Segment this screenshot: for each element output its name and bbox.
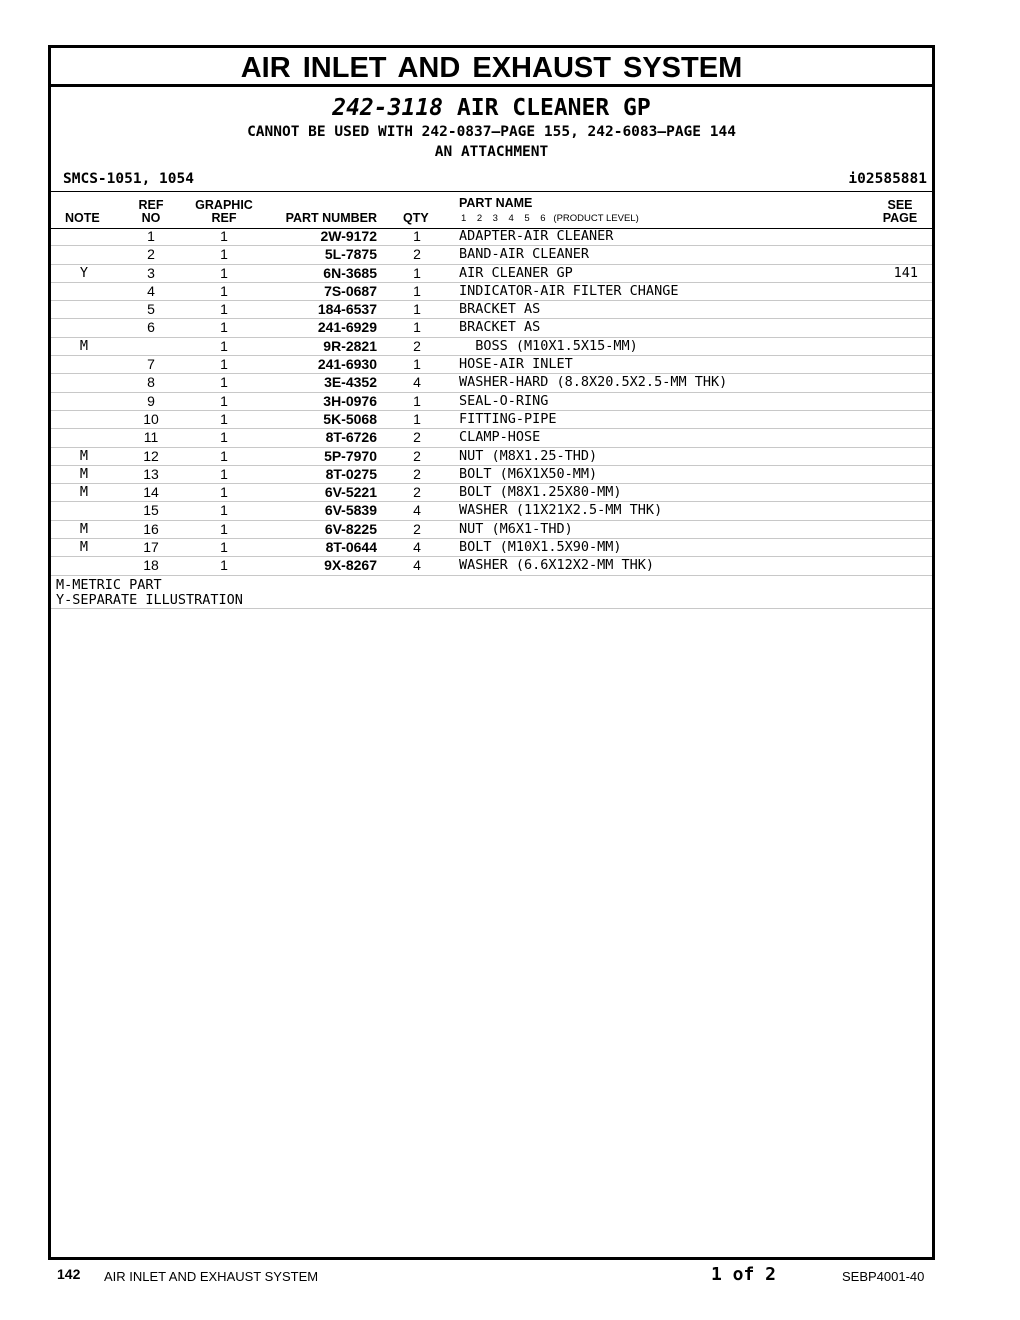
ref-no-cell: 1 xyxy=(147,228,155,244)
smcs-codes: SMCS-1051, 1054 xyxy=(63,171,194,187)
note-cell: M xyxy=(79,465,89,482)
col-product-level: 1 2 3 4 5 6 (PRODUCT LEVEL) xyxy=(461,213,639,224)
qty-cell: 2 xyxy=(413,429,421,446)
col-note: NOTE xyxy=(65,211,100,225)
part-name-cell: NUT (M8X1.25-THD) xyxy=(459,447,598,464)
qty-cell: 4 xyxy=(413,539,421,556)
see-page-cell: 141 xyxy=(893,264,918,281)
note-cell: M xyxy=(79,484,89,501)
ref-no-cell: 17 xyxy=(143,539,159,556)
legend-separate: Y-SEPARATE ILLUSTRATION xyxy=(56,592,243,608)
qty-cell: 1 xyxy=(413,392,421,409)
page-number: 142 xyxy=(57,1266,81,1282)
note-cell: M xyxy=(79,520,89,537)
part-number-cell: 8T-0644 xyxy=(325,539,377,556)
part-name-cell: HOSE-AIR INLET xyxy=(459,356,573,373)
graphic-ref-cell: 1 xyxy=(220,502,228,519)
part-number-cell: 6N-3685 xyxy=(323,264,377,281)
part-name-cell: AIR CLEANER GP xyxy=(459,264,573,281)
section-title: AIR INLET AND EXHAUST SYSTEM xyxy=(51,48,932,87)
ref-no-cell: 18 xyxy=(143,557,159,574)
qty-cell: 4 xyxy=(413,502,421,519)
qty-cell: 1 xyxy=(413,410,421,427)
note-cell: M xyxy=(79,337,89,354)
note-cell: M xyxy=(79,539,89,556)
table-row xyxy=(51,374,932,392)
part-name-cell: BOLT (M8X1.25X80-MM) xyxy=(459,484,622,501)
part-name-cell: INDICATOR-AIR FILTER CHANGE xyxy=(459,282,679,299)
graphic-ref-cell: 1 xyxy=(220,282,228,299)
col-part-name: PART NAME xyxy=(459,196,533,210)
ref-no-cell: 5 xyxy=(147,301,155,318)
part-number-cell: 9X-8267 xyxy=(324,557,377,574)
qty-cell: 1 xyxy=(413,319,421,336)
qty-cell: 1 xyxy=(413,282,421,299)
part-number-cell: 8T-6726 xyxy=(325,429,377,446)
table-header xyxy=(51,191,932,229)
part-number-cell: 3H-0976 xyxy=(323,392,377,409)
col-graphic-1: GRAPHIC xyxy=(195,198,253,212)
note-cell: M xyxy=(79,447,89,464)
ref-no-cell: 15 xyxy=(143,502,159,519)
part-number-cell: 184-6537 xyxy=(317,301,377,318)
ref-no-cell: 14 xyxy=(143,484,159,501)
graphic-ref-cell: 1 xyxy=(220,465,228,482)
table-row xyxy=(51,228,932,246)
table-row xyxy=(51,539,932,557)
qty-cell: 1 xyxy=(413,356,421,373)
qty-cell: 2 xyxy=(413,465,421,482)
qty-cell: 2 xyxy=(413,246,421,263)
table-row xyxy=(51,338,932,356)
graphic-ref-cell: 1 xyxy=(220,374,228,391)
part-number-cell: 7S-0687 xyxy=(324,282,377,299)
graphic-ref-cell: 1 xyxy=(220,356,228,373)
graphic-ref-cell: 1 xyxy=(220,337,228,354)
col-see-2: PAGE xyxy=(882,211,918,225)
graphic-ref-cell: 1 xyxy=(220,484,228,501)
ref-no-cell: 16 xyxy=(143,520,159,537)
qty-cell: 2 xyxy=(413,337,421,354)
qty-cell: 4 xyxy=(413,374,421,391)
col-see-1: SEE xyxy=(887,198,913,212)
part-number-cell: 5L-7875 xyxy=(324,246,377,263)
ref-no-cell: 6 xyxy=(147,319,155,336)
parts-table xyxy=(51,228,932,576)
part-name-cell: FITTING-PIPE xyxy=(459,410,557,427)
ref-no-cell: 13 xyxy=(143,465,159,482)
legend-metric: M-METRIC PART xyxy=(56,577,162,593)
part-number-cell: 241-6929 xyxy=(317,319,377,336)
ref-no-cell: 12 xyxy=(143,447,159,464)
part-number-cell: 5K-5068 xyxy=(323,410,377,427)
part-name-cell: CLAMP-HOSE xyxy=(459,429,541,446)
ref-no-cell: 8 xyxy=(147,374,155,391)
ref-no-cell: 9 xyxy=(147,392,155,409)
table-row xyxy=(51,246,932,264)
table-row xyxy=(51,319,932,337)
graphic-ref-cell: 1 xyxy=(220,557,228,574)
qty-cell: 4 xyxy=(413,557,421,574)
legend-divider xyxy=(51,608,932,609)
table-row xyxy=(51,301,932,319)
graphic-ref-cell: 1 xyxy=(220,264,228,281)
table-row xyxy=(51,283,932,301)
illustration-id: i02585881 xyxy=(848,171,927,187)
group-note-line-1: CANNOT BE USED WITH 242-0837—PAGE 155, 242-6083—PAGE 144 xyxy=(247,124,736,140)
part-name-cell: BOLT (M6X1X50-MM) xyxy=(459,465,598,482)
ref-no-cell: 4 xyxy=(147,282,155,299)
graphic-ref-cell: 1 xyxy=(220,447,228,464)
group-number: 242-3118 xyxy=(332,95,444,121)
part-number-cell: 241-6930 xyxy=(317,356,377,373)
col-graphic-2: REF xyxy=(211,211,237,225)
part-name-cell: BOSS (M10X1.5X15-MM) xyxy=(459,337,638,354)
qty-cell: 2 xyxy=(413,484,421,501)
qty-cell: 2 xyxy=(413,520,421,537)
qty-cell: 1 xyxy=(413,228,421,244)
graphic-ref-cell: 1 xyxy=(220,319,228,336)
part-number-cell: 9R-2821 xyxy=(323,337,377,354)
ref-no-cell: 7 xyxy=(147,356,155,373)
col-ref-2: NO xyxy=(141,211,161,225)
part-name-cell: ADAPTER-AIR CLEANER xyxy=(459,228,614,244)
part-number-cell: 8T-0275 xyxy=(325,465,377,482)
part-name-cell: WASHER-HARD (8.8X20.5X2.5-MM THK) xyxy=(459,374,728,391)
qty-cell: 1 xyxy=(413,264,421,281)
table-row xyxy=(51,356,932,374)
part-name-cell: BAND-AIR CLEANER xyxy=(459,246,590,263)
part-number-cell: 3E-4352 xyxy=(324,374,377,391)
part-number-cell: 6V-8225 xyxy=(324,520,377,537)
qty-cell: 1 xyxy=(413,301,421,318)
page-of: 1 of 2 xyxy=(711,1264,777,1285)
graphic-ref-cell: 1 xyxy=(220,246,228,263)
ref-no-cell: 3 xyxy=(147,264,155,281)
ref-no-cell: 11 xyxy=(143,429,159,446)
parts-page-frame xyxy=(48,45,935,1260)
ref-no-cell: 2 xyxy=(147,246,155,263)
legend xyxy=(56,578,243,608)
table-row xyxy=(51,521,932,539)
table-row xyxy=(51,411,932,429)
part-number-cell: 2W-9172 xyxy=(320,228,377,244)
part-name-cell: BRACKET AS xyxy=(459,301,541,318)
footer-title: AIR INLET AND EXHAUST SYSTEM xyxy=(104,1269,319,1284)
group-title xyxy=(51,95,932,121)
graphic-ref-cell: 1 xyxy=(220,539,228,556)
part-number-cell: 6V-5839 xyxy=(324,502,377,519)
ref-no-cell: 10 xyxy=(143,410,159,427)
group-note-line-2: AN ATTACHMENT xyxy=(434,144,549,160)
part-number-cell: 6V-5221 xyxy=(324,484,377,501)
qty-cell: 2 xyxy=(413,447,421,464)
part-name-cell: BRACKET AS xyxy=(459,319,541,336)
col-ref-1: REF xyxy=(138,198,164,212)
graphic-ref-cell: 1 xyxy=(220,392,228,409)
group-name: AIR CLEANER GP xyxy=(456,95,651,121)
graphic-ref-cell: 1 xyxy=(220,429,228,446)
table-row xyxy=(51,502,932,520)
col-part-number: PART NUMBER xyxy=(285,211,377,225)
graphic-ref-cell: 1 xyxy=(220,301,228,318)
part-name-cell: WASHER (6.6X12X2-MM THK) xyxy=(459,557,655,574)
part-number-cell: 5P-7970 xyxy=(324,447,377,464)
col-qty: QTY xyxy=(403,211,429,225)
table-row xyxy=(51,557,932,575)
part-name-cell: WASHER (11X21X2.5-MM THK) xyxy=(459,502,663,519)
note-cell: Y xyxy=(79,264,89,281)
table-row xyxy=(51,484,932,502)
part-name-cell: NUT (M6X1-THD) xyxy=(459,520,573,537)
graphic-ref-cell: 1 xyxy=(220,520,228,537)
doc-number: SEBP4001-40 xyxy=(842,1269,925,1284)
table-row xyxy=(51,466,932,484)
table-row xyxy=(51,265,932,283)
part-name-cell: SEAL-O-RING xyxy=(459,392,549,409)
graphic-ref-cell: 1 xyxy=(220,228,228,244)
table-row xyxy=(51,393,932,411)
graphic-ref-cell: 1 xyxy=(220,410,228,427)
part-name-cell: BOLT (M10X1.5X90-MM) xyxy=(459,539,622,556)
table-row xyxy=(51,429,932,447)
table-row xyxy=(51,448,932,466)
